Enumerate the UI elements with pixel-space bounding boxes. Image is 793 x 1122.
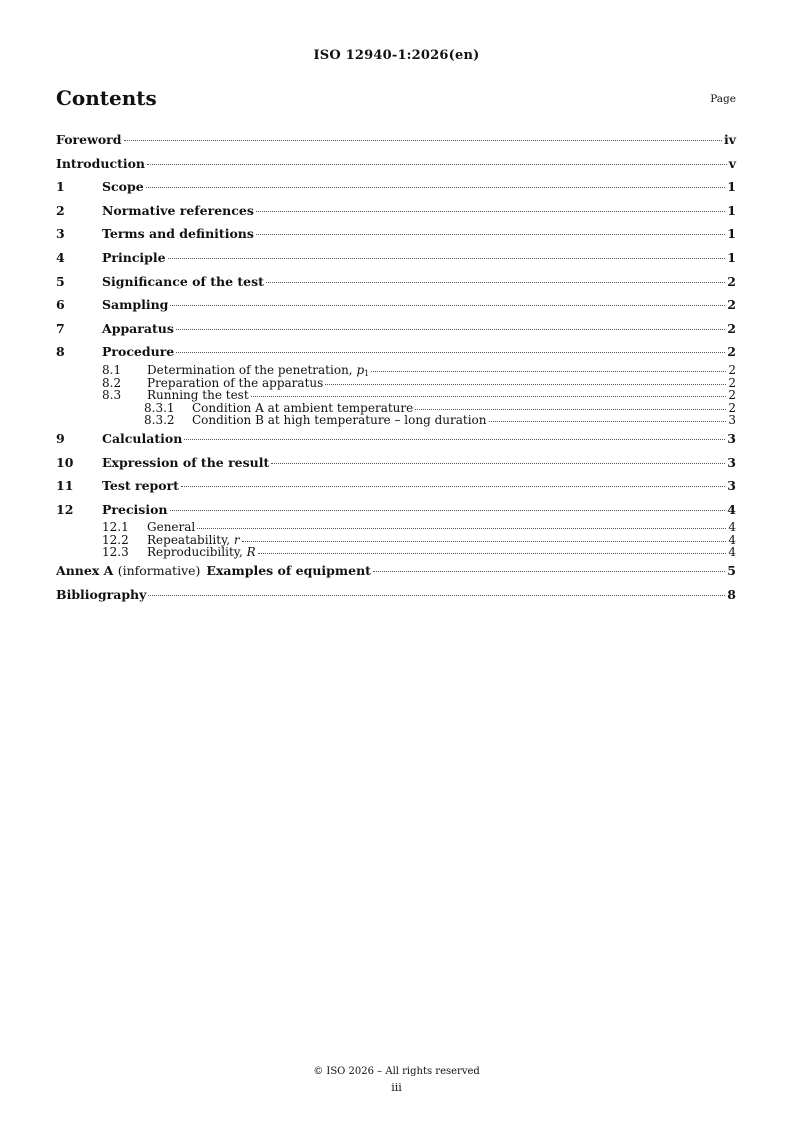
toc-entry-bibliography[interactable] [56, 583, 736, 607]
toc-entry-condition-b[interactable] [56, 414, 736, 427]
toc-number: 8 [56, 344, 65, 360]
copyright-notice: © ISO 2026 – All rights reserved [313, 1066, 480, 1077]
dot-leader [197, 528, 726, 529]
toc-entry-significance[interactable] [56, 270, 736, 294]
annex-label: Annex A [56, 563, 114, 579]
dot-leader [170, 510, 726, 511]
toc-entry-reproducibility[interactable] [56, 546, 736, 559]
toc-page: 2 [727, 344, 736, 360]
toc-entry-terms-and-definitions[interactable] [56, 222, 736, 246]
toc-entry-annex-a[interactable] [56, 559, 736, 583]
toc-number: 4 [56, 249, 65, 265]
toc-title [147, 546, 256, 559]
toc-page: 4 [727, 501, 736, 517]
dot-leader [251, 396, 727, 397]
dot-leader [168, 258, 726, 259]
toc-number: 8.3.2 [144, 413, 175, 428]
dot-leader [181, 486, 725, 487]
toc-page: 5 [727, 563, 736, 579]
toc-entry-procedure[interactable] [56, 340, 736, 364]
toc-title [56, 559, 371, 583]
toc-entry-normative-references[interactable] [56, 199, 736, 223]
toc-page: v [728, 155, 736, 171]
toc-page: 2 [727, 320, 736, 336]
dot-leader [148, 595, 725, 596]
toc-number: 8.3 [102, 388, 122, 403]
toc-number: 8.1 [102, 362, 122, 377]
toc-page: 3 [728, 413, 736, 428]
document-id: ISO 12940-1:2026(en) [313, 48, 480, 63]
toc-title: Significance of the test [102, 273, 264, 289]
toc-page: 1 [727, 202, 736, 218]
dot-leader [258, 553, 727, 554]
dot-leader [271, 463, 725, 464]
toc-title: General [147, 520, 196, 535]
toc-entry-precision[interactable] [56, 498, 736, 522]
toc-entry-sampling[interactable] [56, 293, 736, 317]
toc-number: 12.3 [102, 545, 129, 560]
toc-page: 2 [728, 388, 736, 403]
toc-page: 8 [727, 586, 736, 602]
dot-leader [371, 371, 726, 372]
dot-leader [146, 187, 726, 188]
dot-leader [256, 211, 725, 212]
toc-page: 2 [727, 297, 736, 313]
toc-title-text: Reproducibility, [147, 545, 247, 560]
toc-number: 2 [56, 202, 65, 218]
toc-page: 1 [727, 179, 736, 195]
dot-leader [176, 329, 725, 330]
toc-entry-principle[interactable] [56, 246, 736, 270]
toc-title: Procedure [102, 344, 175, 360]
toc-title: Preparation of the apparatus [147, 375, 324, 390]
dot-leader [184, 439, 725, 440]
toc-title: Expression of the result [102, 454, 270, 470]
toc-number: 9 [56, 430, 65, 446]
math-variable: p [356, 362, 365, 377]
toc-entry-foreword[interactable] [56, 128, 736, 152]
toc-page: 4 [728, 532, 736, 547]
page-column-label: Page [710, 93, 736, 105]
toc-title-text: Determination of the penetration, [147, 362, 357, 377]
dot-leader [325, 384, 726, 385]
dot-leader [147, 164, 727, 165]
toc-number: 1 [56, 179, 65, 195]
toc-title: Calculation [102, 430, 183, 446]
toc-title: Condition A at ambient temperature [192, 400, 414, 415]
dot-leader [266, 282, 725, 283]
toc-title: Principle [102, 249, 166, 265]
dot-leader [170, 305, 725, 306]
toc-title: Test report [102, 478, 179, 494]
toc-number: 11 [56, 478, 74, 494]
toc-title: Precision [102, 501, 168, 517]
toc-page: 2 [728, 400, 736, 415]
toc-page: 2 [727, 273, 736, 289]
toc-title: Running the test [147, 388, 249, 403]
toc-number: 12.1 [102, 520, 129, 535]
toc-entry-determination-of-penetration[interactable] [56, 364, 736, 377]
toc-entry-calculation[interactable] [56, 427, 736, 451]
toc-number: 8.2 [102, 375, 122, 390]
toc-entry-apparatus[interactable] [56, 317, 736, 341]
toc-entry-expression-of-result[interactable] [56, 451, 736, 475]
toc-number: 8.3.1 [144, 400, 175, 415]
toc-title: Introduction [56, 155, 146, 171]
toc-number: 12.2 [102, 532, 129, 547]
toc-title: Sampling [102, 297, 169, 313]
page-number: iii [391, 1081, 402, 1094]
toc-number: 10 [56, 454, 74, 470]
toc-entry-test-report[interactable] [56, 474, 736, 498]
table-of-contents [56, 128, 736, 606]
math-subscript: 1 [364, 368, 370, 378]
toc-title: Normative references [102, 202, 254, 218]
toc-page: 3 [727, 478, 736, 494]
toc-entry-introduction[interactable] [56, 152, 736, 176]
toc-title: Condition B at high temperature – long duration [192, 413, 487, 428]
toc-page: 2 [728, 375, 736, 390]
toc-page: 3 [727, 454, 736, 470]
dot-leader [256, 234, 725, 235]
dot-leader [373, 571, 725, 572]
toc-page: 1 [727, 249, 736, 265]
toc-title: Bibliography [56, 586, 147, 602]
math-variable: r [233, 532, 240, 547]
toc-number: 3 [56, 226, 65, 242]
annex-qualifier: (informative) [117, 563, 201, 579]
toc-title: Apparatus [102, 320, 174, 336]
toc-entry-running-the-test[interactable] [56, 389, 736, 402]
toc-title-text: Repeatability, [147, 532, 234, 547]
contents-title: Contents [56, 86, 157, 110]
annex-title: Examples of equipment [206, 563, 371, 579]
toc-page: 4 [728, 545, 736, 560]
toc-title: Terms and definitions [102, 226, 254, 242]
toc-page: 1 [727, 226, 736, 242]
dot-leader [176, 352, 725, 353]
toc-title: Scope [102, 179, 144, 195]
dot-leader [124, 140, 722, 141]
toc-title: Foreword [56, 132, 122, 147]
dot-leader [489, 421, 727, 422]
toc-page: 4 [728, 520, 736, 535]
toc-number: 5 [56, 273, 65, 289]
math-variable: R [246, 545, 256, 560]
dot-leader [415, 409, 726, 410]
toc-page: 3 [727, 430, 736, 446]
toc-number: 12 [56, 501, 74, 517]
toc-page: 2 [728, 362, 736, 377]
toc-number: 6 [56, 297, 65, 313]
toc-entry-scope[interactable] [56, 175, 736, 199]
dot-leader [242, 541, 727, 542]
toc-number: 7 [56, 320, 65, 336]
toc-page: iv [723, 132, 736, 147]
